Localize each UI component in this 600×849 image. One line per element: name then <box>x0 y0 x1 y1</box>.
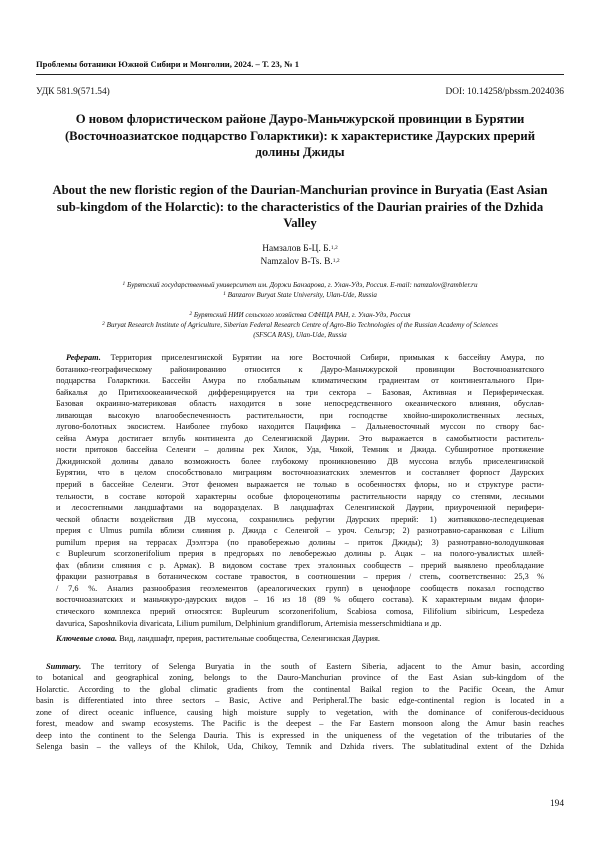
author-ru-name: Намзалов Б-Ц. Б. <box>262 244 331 254</box>
keywords-text: Вид, ландшафт, прерия, растительные сообщества, Селенгинская Даурия. <box>117 634 380 643</box>
aff-sup: 1 <box>223 291 226 297</box>
abstract-text: ливающая высокую влагообеспеченность растительности, при господстве хвойно-широколиственных лесных, <box>56 410 544 420</box>
aff-sup: 2 <box>189 311 193 317</box>
summary <box>36 661 564 753</box>
summary-text: basin is differentiated into three sectors – Basic, Active and Peripheral.The basic edge-continental region is located in a <box>36 696 564 706</box>
aff-text: (SFSCA RAS), Ulan-Ude, Russia <box>253 331 347 339</box>
summary-line <box>36 695 564 706</box>
abstract-text: прерия с Ulmus pumila вблизи слияния р. Джида с Селенгой – уроч. Сельгэр; 2) разнотравно-саранковая с Lilium <box>56 526 544 536</box>
abstract-line <box>56 398 544 410</box>
abstract-line <box>56 387 544 399</box>
abstract-line <box>56 525 544 537</box>
abstract-text: pumilum прерия на террасах Дээлтэра (по правобережью долины – приток Джиды); 3) разнотравно-володушковая <box>56 537 544 547</box>
abstract-text: фракции разнотравья в ботаническом составе травостоя, в соотношении – прерия / степь, соответственно: 25,3 % <box>56 572 544 582</box>
abstract-line <box>56 467 544 479</box>
header-rule <box>36 74 564 75</box>
abstract-line <box>56 352 544 364</box>
summary-text: Selenga basin – the valleys of the Khilok, Uda, Chikoy, Temnik and Dzhida rivers. The sublatitudinal extent of the Dzhida <box>36 742 564 752</box>
abstract-line <box>56 410 544 422</box>
abstract <box>56 352 544 629</box>
udc-code: УДК 581.9(571.54) <box>36 87 110 97</box>
abstract-text: с Bupleurum scorzonerifolium прерия в предгорьях по левобережью долины р. Ацак – на полого-увалистых шлей- <box>56 549 544 559</box>
summary-text: deep into the continent to the Selenga Dauria. This is expressed in the uniqueness of the vegetation of the tributaries of the <box>36 730 564 740</box>
author-en <box>0 256 600 268</box>
summary-line <box>36 672 564 683</box>
abstract-line <box>56 375 544 387</box>
aff-text: Buryat Research Institute of Agriculture, Siberian Federal Research Centre of Agro-Bio Technologies of the Russian Academy of Sciences <box>106 321 498 329</box>
summary-text: forest, meadow and swamp ecosystems. The Pacific is the deepest – the Far Eastern monsoon along the Amur basin reaches <box>36 719 564 729</box>
summary-text: Holarctic. According to the global climatic gradients from the continental Baikal region to the Pacific Ocean, the Amur <box>36 684 564 694</box>
abstract-line <box>56 560 544 572</box>
abstract-text: и лесостепными ландшафтами на водоразделах. В ландшафтах Селенгинской Даурии, приуроченной перифери- <box>56 503 544 513</box>
summary-text: The territory of Selenga Buryatia in the south of Eastern Siberia, adjacent to the Amur basin, according <box>81 662 564 671</box>
abstract-line <box>56 479 544 491</box>
abstract-text: подцарства Голарктики. Бассейн Амура по глобальным климатическим градиентам от континентального При- <box>56 376 544 386</box>
title-english: About the new floristic region of the Daurian-Manchurian province in Buryatia (East Asian sub-kingdom of the Holarctic): to the characteristics of the Daurian prairies of the Dzhida Valley <box>52 183 548 231</box>
summary-line <box>36 730 564 741</box>
summary-line <box>36 741 564 752</box>
summary-line <box>36 661 564 672</box>
abstract-line <box>56 364 544 376</box>
abstract-label: Реферат. <box>66 353 101 362</box>
doi[interactable]: DOI: 10.14258/pbssm.2024036 <box>445 87 564 97</box>
abstract-line <box>56 548 544 560</box>
abstract-line <box>56 514 544 526</box>
abstract-text: ческой области воздействия ДВ муссона, сохранились рефугии Даурских прерий: 1) житнякково-леспедециевая <box>56 514 544 524</box>
abstract-text: davurica, Saposhnikovia divaricata, Lilium pumilum, Delphinium grandiflorum, Artemisia messerschmidtiana и др. <box>56 618 442 628</box>
abstract-line <box>56 433 544 445</box>
aff-text: Banzarov Buryat State University, Ulan-Ude, Russia <box>227 291 377 299</box>
abstract-line <box>56 571 544 583</box>
abstract-text: прерий в бассейне Селенги. Этот феномен выражается не только в особенностях флоры, но и структуре расти- <box>56 480 544 490</box>
summary-line <box>36 707 564 718</box>
abstract-text: Территория приселенгинской Бурятии на юге Восточной Сибири, примыкая к бассейну Амура, по <box>100 353 544 362</box>
summary-label: Summary. <box>46 662 82 671</box>
abstract-text: ботанико-географическому районированию относится к Дауро-Маньчжурской провинции Восточноазиатского <box>56 364 544 374</box>
aff-sup: 2 <box>102 321 105 327</box>
keywords-label: Ключевые слова. <box>56 634 118 643</box>
page-number: 194 <box>549 799 564 809</box>
summary-text: zone of direct oceanic influence, causing high moisture supply to vegetation, with the dominance of coniferous-deciduous <box>36 707 564 717</box>
summary-line <box>36 684 564 695</box>
affiliation-2-ru <box>36 311 564 321</box>
abstract-line <box>56 606 544 618</box>
abstract-text: сейна Амура достигает вглубь континента до Селенгинской Даурии. Это выражается в самобытности раститель- <box>56 433 544 443</box>
author-ru-sup: 1,2 <box>330 245 338 251</box>
abstract-line <box>56 456 544 468</box>
running-head: Проблемы ботаники Южной Сибири и Монголии, 2024. – Т. 23, № 1 <box>36 59 300 69</box>
abstract-line <box>56 491 544 503</box>
author-ru <box>0 243 600 255</box>
abstract-text: фах (вблизи слияния с р. Армак). В видовом составе трех эталонных сообществ – прерий выявлено преобладание <box>56 560 544 570</box>
abstract-line <box>56 421 544 433</box>
keywords <box>56 633 544 644</box>
title-russian: О новом флористическом районе Дауро-Маньчжурской провинции в Бурятии (Восточноазиатское подцарство Голарктики): к характеристике Даурских прерий долины Джиды <box>64 112 536 160</box>
abstract-line <box>56 537 544 549</box>
affiliation-2-en-cont <box>36 331 564 341</box>
abstract-line <box>56 583 544 595</box>
abstract-text: Джидинской долины давало возможность более глубокому проникновению ДВ муссона вглубь приселенгинской <box>56 456 544 466</box>
abstract-line <box>56 444 544 456</box>
abstract-text: тельности, в составе которой характерны особые флороценотипы растительности наряду со степями, лесными <box>56 491 544 501</box>
abstract-line <box>56 618 544 630</box>
abstract-text: восточноазиатских и маньчжуро-даурских видов – 16 из 18 (89 % общего состава). К характерным видам флори- <box>56 595 544 605</box>
affiliation-1-en <box>36 291 564 301</box>
abstract-text: ности притоков бассейна Селенги – долины рек Хилок, Уда, Чикой, Темник и Джида. Субширотное протяжение <box>56 445 544 455</box>
aff-text: Бурятский государственный университет им. Доржи Банзарова, г. Улан-Удэ, Россия. E-mail: namzalov@rambler.ru <box>127 281 478 289</box>
abstract-text: байкалья до Притихоокеанической дифференцируется на три сектора – Базовая, Активная и Периферическая. <box>56 387 544 397</box>
author-en-sup: 1,2 <box>332 258 340 264</box>
aff-sup: 1 <box>122 281 126 287</box>
abstract-line <box>56 594 544 606</box>
summary-text: to botanical and geographical zoning, belongs to the Dauro-Manchurian province of the East Asian sub-kingdom of the <box>36 673 564 683</box>
abstract-text: лугово-болотных экосистем. Наиболее глубоко находится Пацифика – Дальневосточный муссон по створу бас- <box>56 422 544 432</box>
summary-line <box>36 718 564 729</box>
abstract-text: Базовая окраинно-материковая область находится в зоне непосредственного океанического влияния, обуслав- <box>56 399 544 409</box>
author-en-name: Namzalov B-Ts. B. <box>260 257 333 267</box>
abstract-text: / 7,6 %. Анализ разнообразия геоэлементов (ареалогических групп) в ценофлоре сообществ показал господство <box>56 583 544 593</box>
abstract-text: стического комплекса прерий относятся: Bupleurum scorzonerifolium, Scabiosa comosa, Filifolium sibiricum, Lespedeza <box>56 607 544 617</box>
abstract-line <box>56 502 544 514</box>
affiliation-1-ru <box>36 281 564 291</box>
aff-text: Бурятский НИИ сельского хозяйства СФНЦА РАН, г. Улан-Удэ, Россия <box>193 311 411 319</box>
abstract-text: Бурятии, что в целом способствовало миграциям восточноазиатских элементов и составляет форпост Даурских <box>56 468 544 478</box>
affiliation-2-en <box>36 321 564 331</box>
